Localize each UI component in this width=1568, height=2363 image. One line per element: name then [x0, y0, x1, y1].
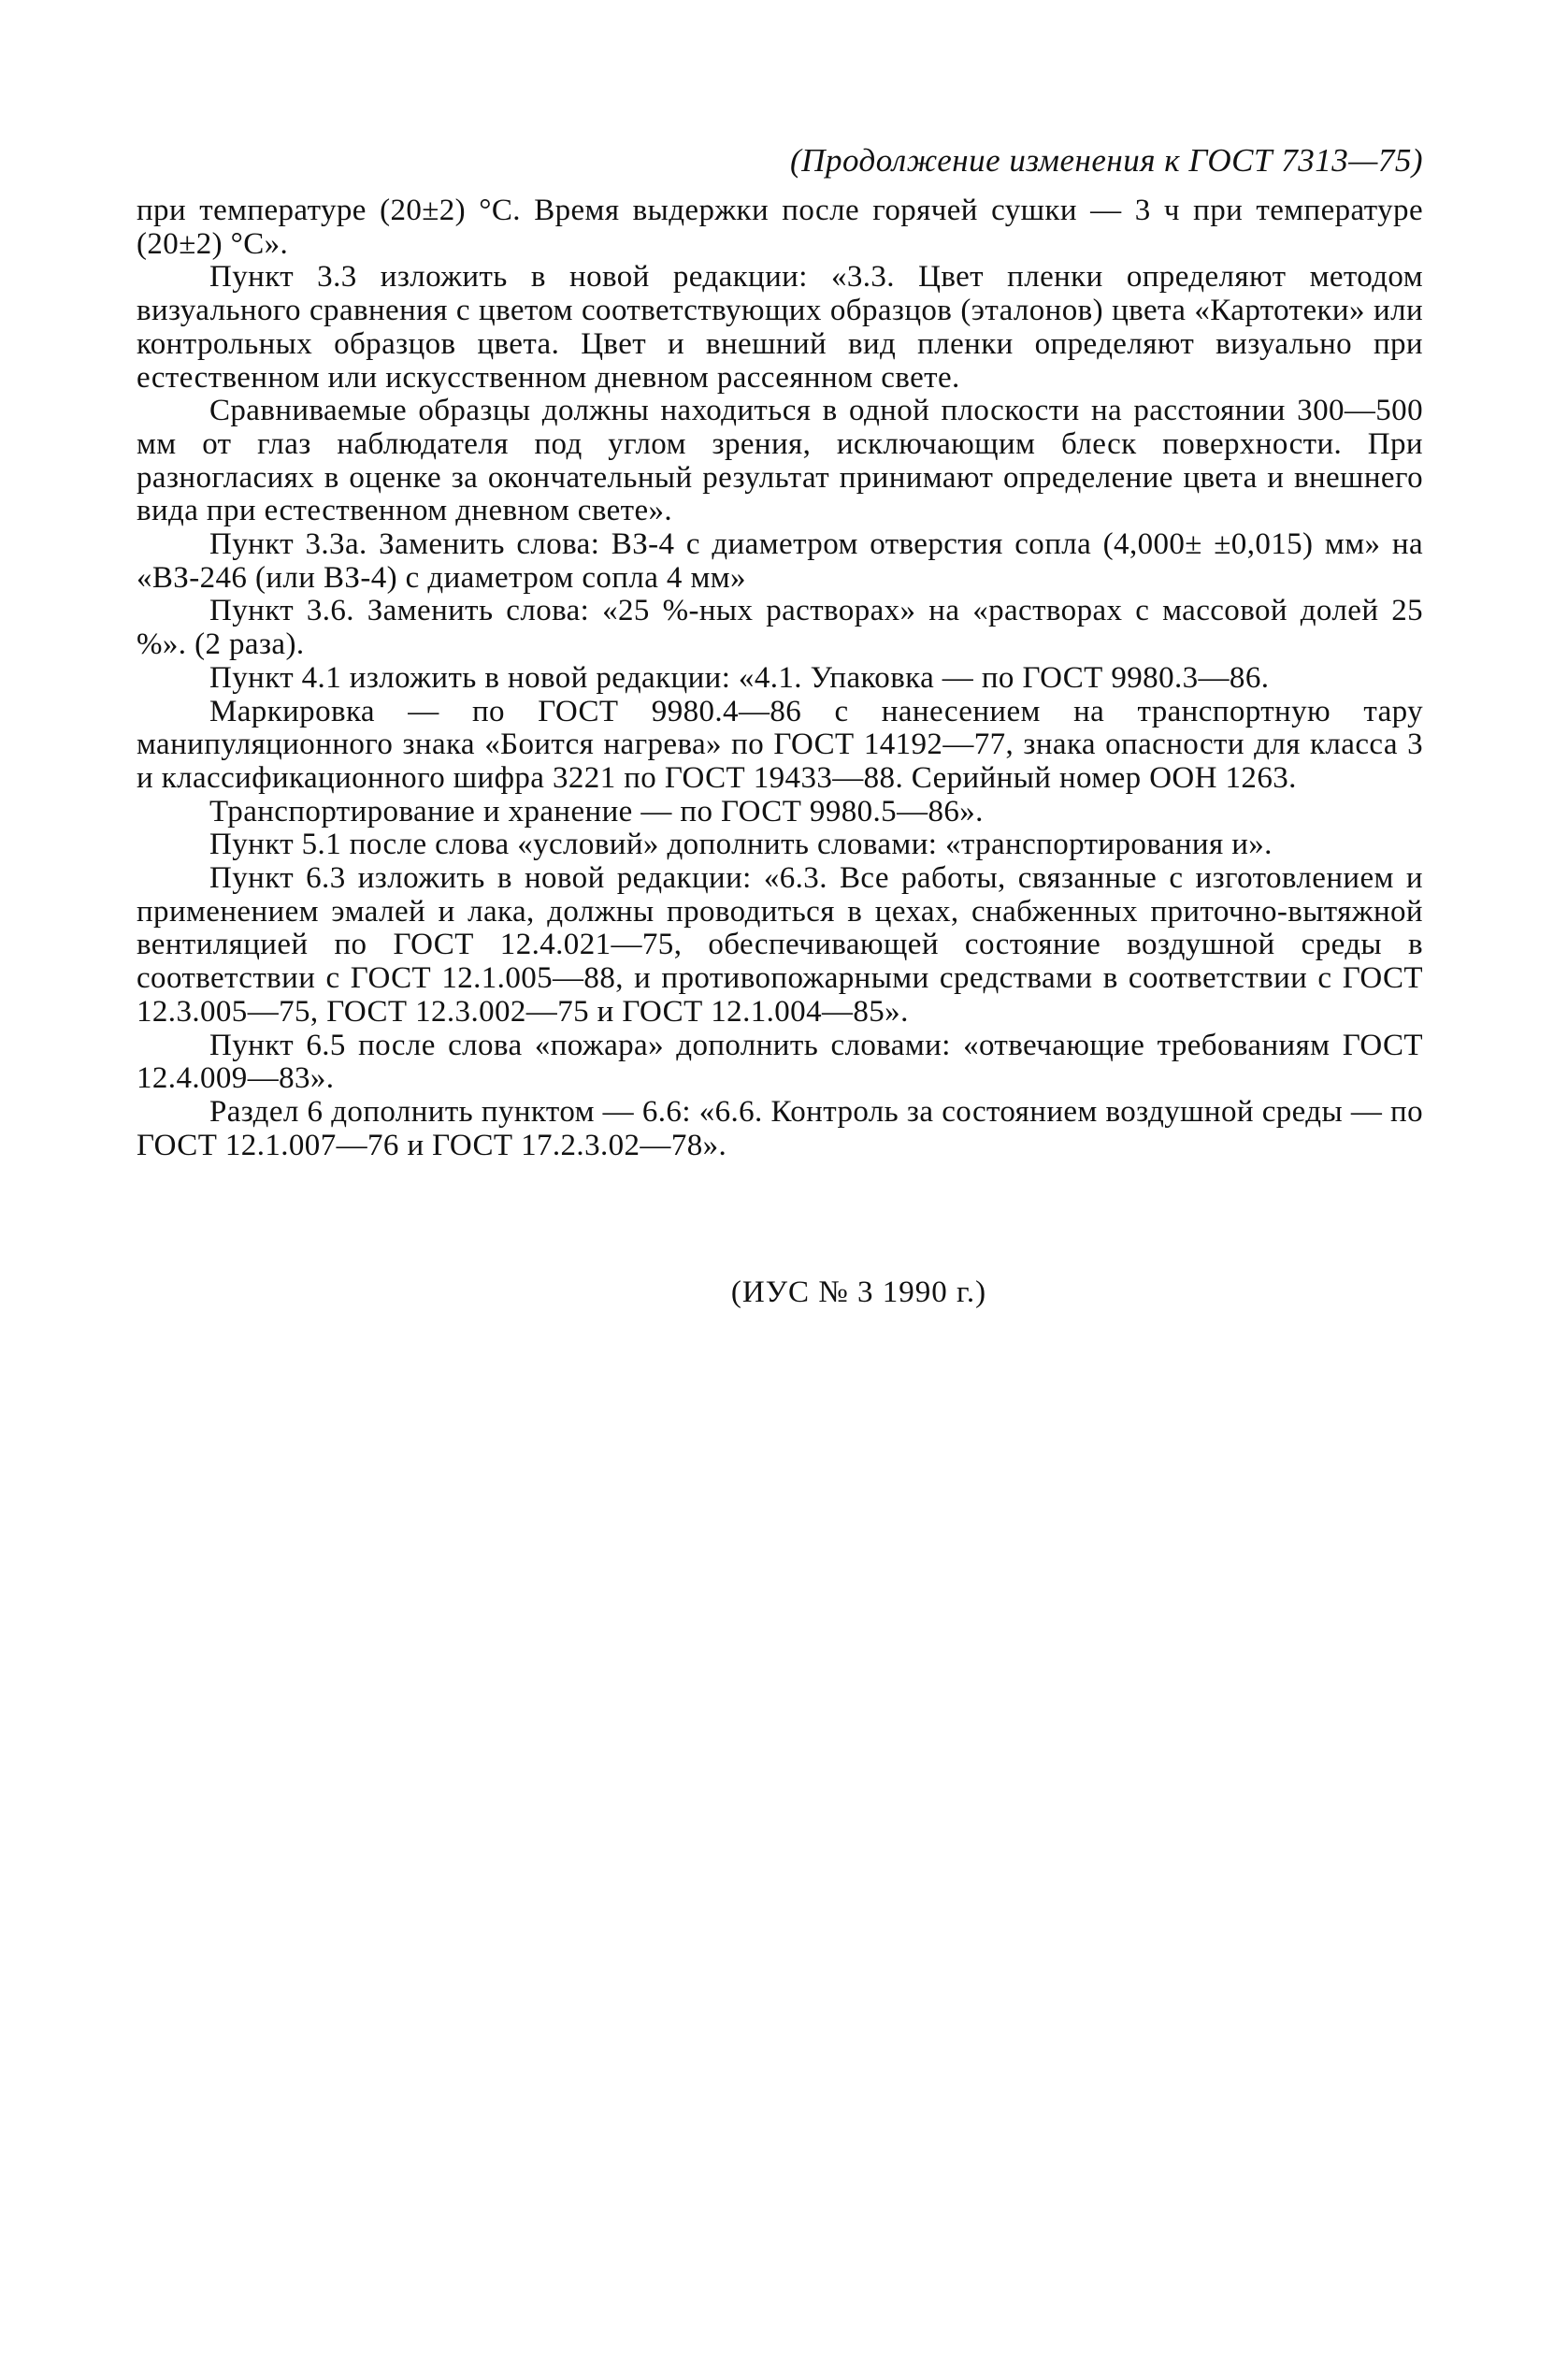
paragraph-drying-conditions: при температуре (20±2) °С. Время выдержки после горячей сушки — 3 ч при температуре (20±2) °С». [137, 194, 1423, 261]
paragraph-item-3-3a: Пункт 3.3а. Заменить слова: ВЗ-4 с диаметром отверстия сопла (4,000± ±0,015) мм» на «ВЗ-246 (или ВЗ-4) с диаметром сопла 4 мм» [137, 527, 1423, 595]
continuation-header: (Продолжение изменения к ГОСТ 7313—75) [790, 142, 1423, 179]
paragraph-item-6-3: Пункт 6.3 изложить в новой редакции: «6.3. Все работы, связанные с изготовлением и применением эмалей и лака, должны проводиться в цехах, снабженных приточно-вытяжной вентиляцией по ГОСТ 12.4.021—75, обеспечивающей состояние воздушной среды в соответствии с ГОСТ 12.1.005—88, и противопожарными средствами в соответствии с ГОСТ 12.3.005—75, ГОСТ 12.3.002—75 и ГОСТ 12.1.004—85». [137, 861, 1423, 1029]
paragraph-sample-comparison: Сравниваемые образцы должны находиться в одной плоскости на расстоянии 300—500 мм от глаз наблюдателя под углом зрения, исключающим блеск поверхности. При разногласиях в оценке за окончательный результат принимают определение цвета и внешнего вида при естественном дневном свете». [137, 394, 1423, 528]
document-body [137, 195, 1423, 1162]
paragraph-item-5-1: Пункт 5.1 после слова «условий» дополнить словами: «транспортирования и». [209, 828, 1273, 862]
paragraph-item-6-5: Пункт 6.5 после слова «пожара» дополнить словами: «отвечающие требованиям ГОСТ 12.4.009—83». [137, 1028, 1423, 1096]
paragraph-item-3-3: Пункт 3.3 изложить в новой редакции: «3.3. Цвет пленки определяют методом визуального сравнения с цветом соответствующих образцов (эталонов) цвета «Картотеки» или контрольных образцов цвета. Цвет и внешний вид пленки определяют визуально при естественном или искусственном дневном рассеянном свете. [137, 260, 1423, 395]
ius-reference: (ИУС № 3 1990 г.) [730, 1275, 987, 1309]
paragraph-marking: Маркировка — по ГОСТ 9980.4—86 с нанесением на транспортную тару манипуляционного знака «Боится нагрева» по ГОСТ 14192—77, знака опасности для класса 3 и классификационного шифра 3221 по ГОСТ 19433—88. Серийный номер ООН 1263. [137, 694, 1423, 795]
paragraph-section-6: Раздел 6 дополнить пунктом — 6.6: «6.6. Контроль за состоянием воздушной среды — по ГОСТ 12.1.007—76 и ГОСТ 17.2.3.02—78». [137, 1094, 1423, 1162]
paragraph-transport-storage: Транспортирование и хранение — по ГОСТ 9980.5—86». [209, 794, 984, 828]
paragraph-item-3-6: Пункт 3.6. Заменить слова: «25 %-ных растворах» на «растворах с массовой долей 25 %». (2 раза). [137, 594, 1423, 662]
paragraph-item-4-1: Пункт 4.1 изложить в новой редакции: «4.1. Упаковка — по ГОСТ 9980.3—86. [209, 660, 1270, 695]
